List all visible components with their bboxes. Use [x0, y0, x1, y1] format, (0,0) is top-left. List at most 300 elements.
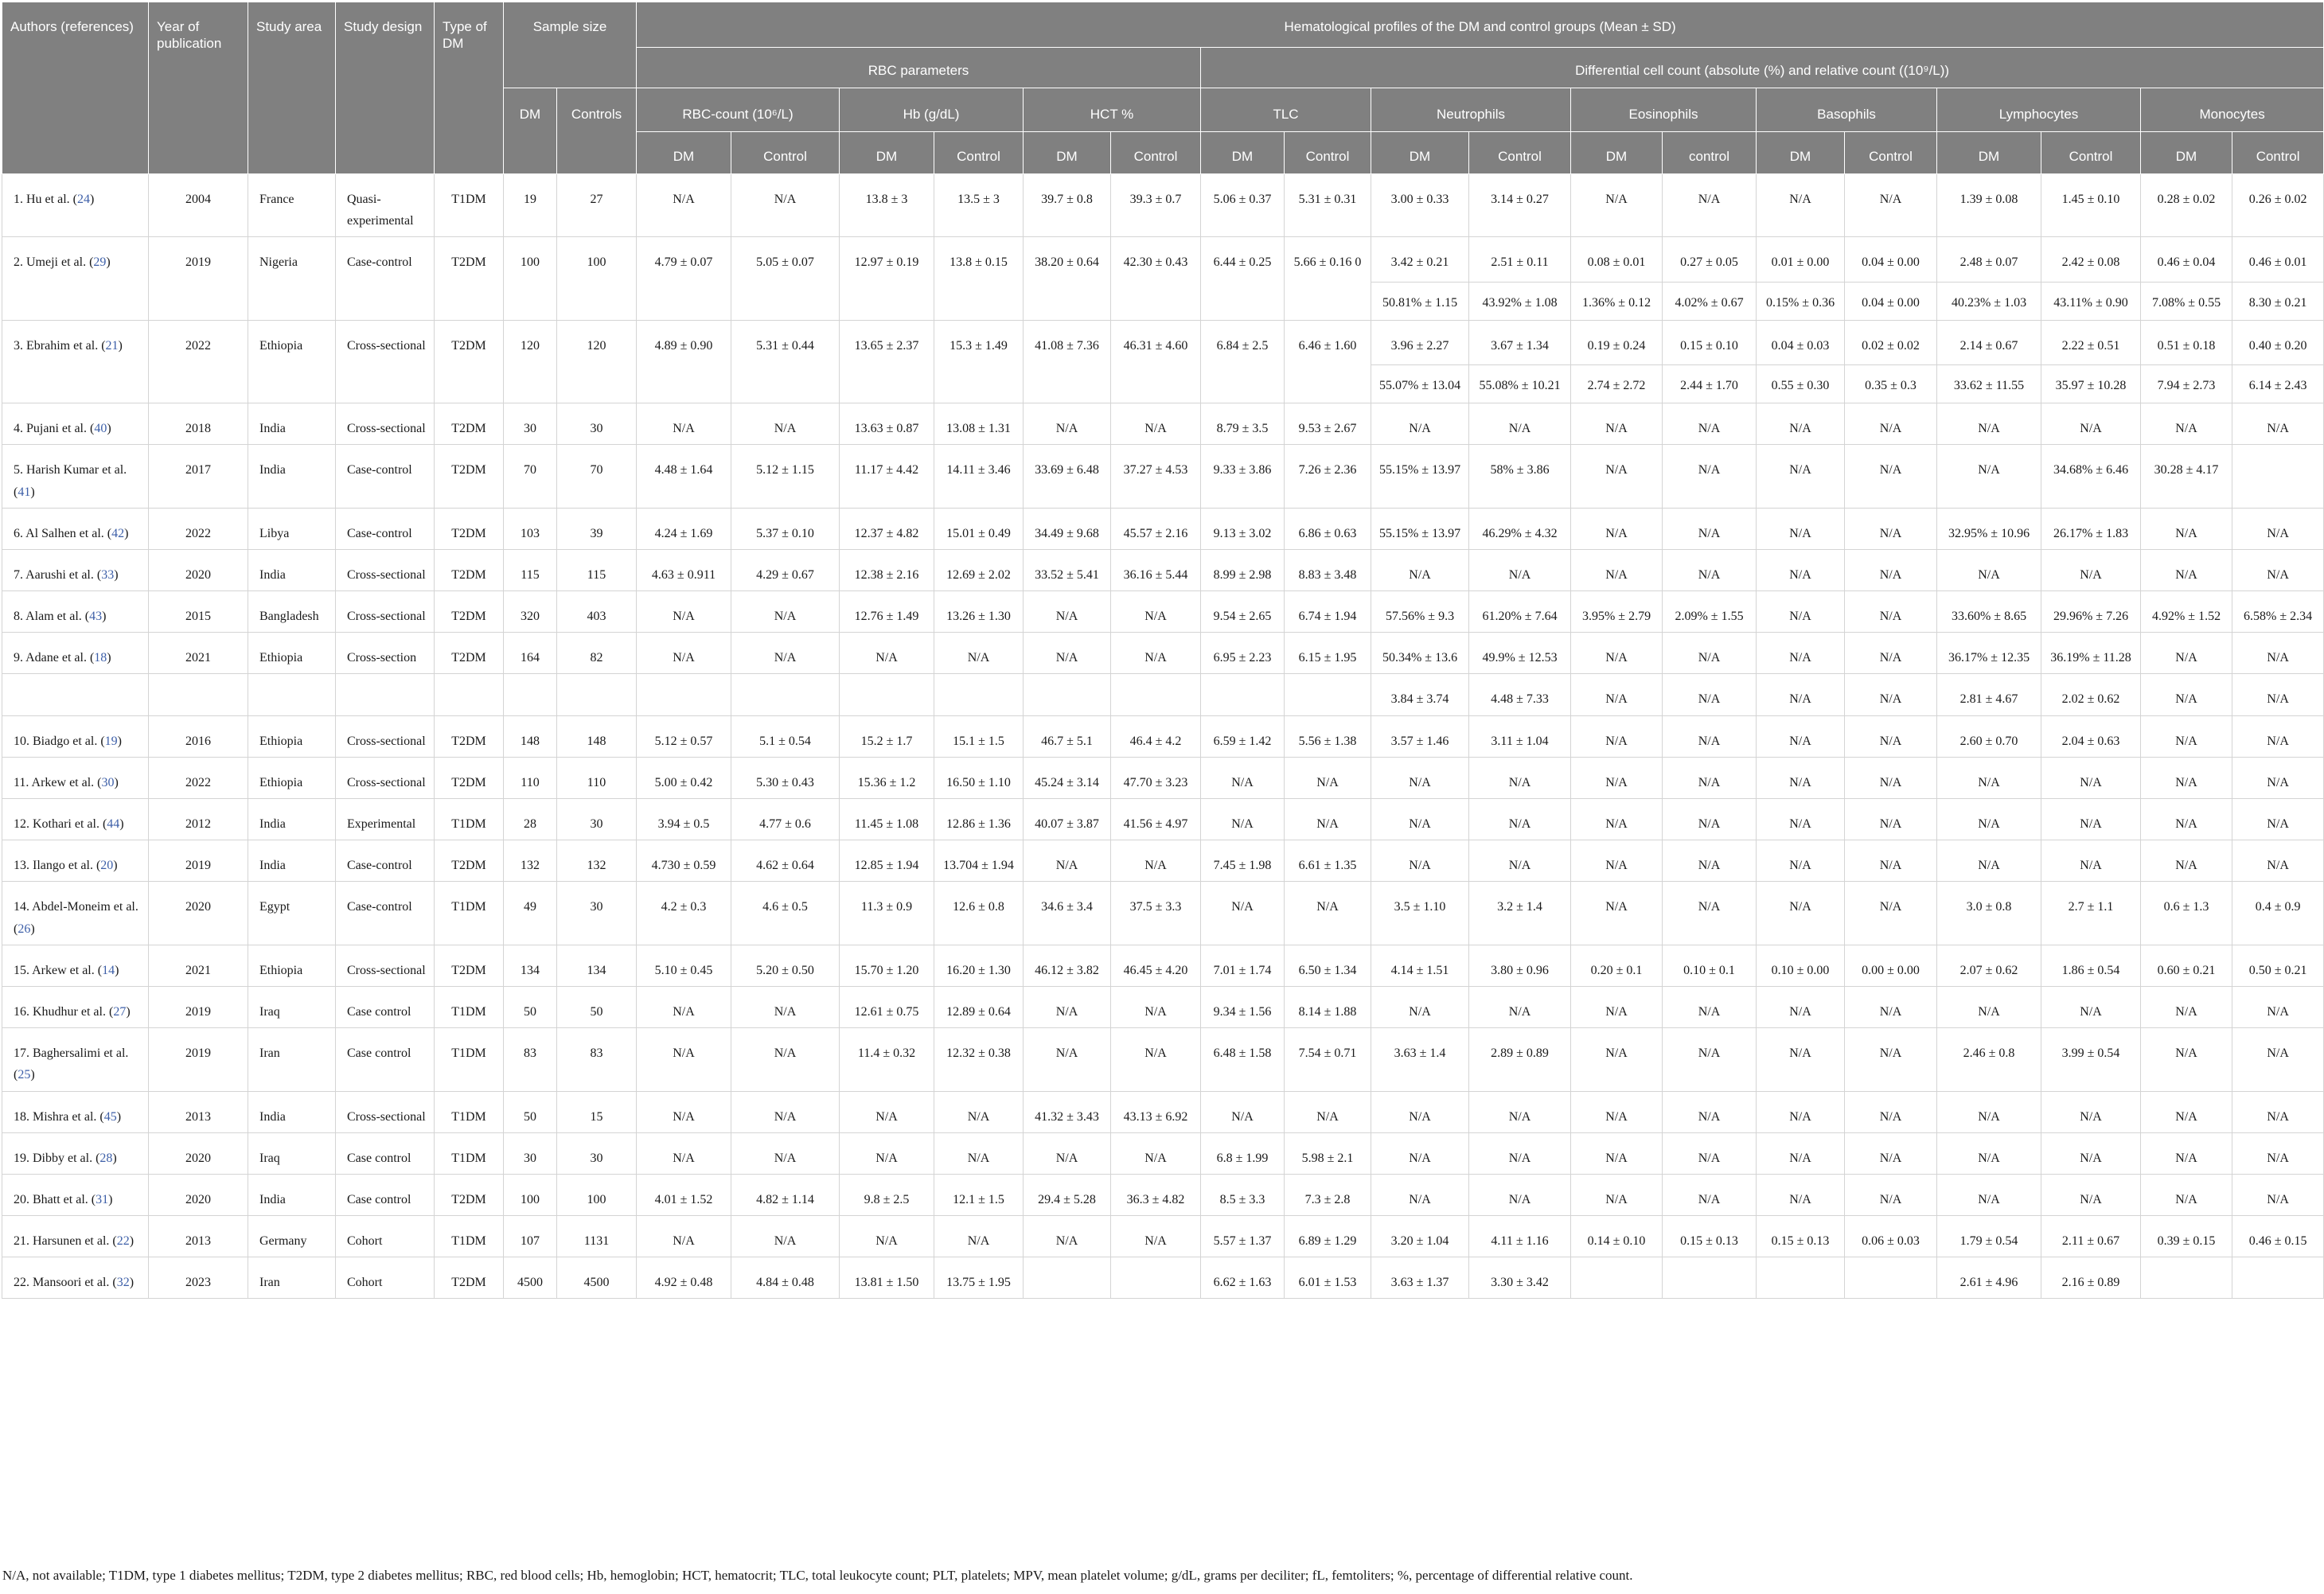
- author-name: 18. Mishra et al. (: [14, 1109, 104, 1124]
- cell-area: Libya: [248, 508, 336, 549]
- cell-value: 13.704 ± 1.94: [934, 840, 1024, 882]
- cell-value: N/A: [1024, 1028, 1111, 1091]
- col-subheader: DM: [1757, 132, 1845, 174]
- author-name: 19. Dibby et al. (: [14, 1151, 100, 1165]
- cell-year: 2021: [149, 633, 248, 674]
- author-name: 1. Hu et al. (: [14, 193, 77, 206]
- reference-close: ): [126, 1004, 131, 1019]
- cell-value: [1845, 320, 1937, 403]
- cell-value: N/A: [1571, 1028, 1663, 1091]
- cell-value: N/A: [1111, 403, 1201, 445]
- cell-type: T1DM: [435, 1028, 504, 1091]
- cell-value: 4.79 ± 0.07: [637, 237, 731, 320]
- cell-value: N/A: [1663, 840, 1757, 882]
- col-header-design: Study design: [336, 2, 435, 174]
- cell-value: [934, 674, 1024, 715]
- cell-value: N/A: [1111, 633, 1201, 674]
- col-subheader: Control: [2232, 132, 2324, 174]
- cell-value: N/A: [1663, 1028, 1757, 1091]
- cell-value: N/A: [1937, 840, 2041, 882]
- cell-value: N/A: [1757, 1174, 1845, 1215]
- cell-value: N/A: [1845, 1132, 1937, 1174]
- cell-value: N/A: [1571, 403, 1663, 445]
- cell-value: 4.11 ± 1.16: [1469, 1216, 1571, 1257]
- cell-value: 13.81 ± 1.50: [840, 1257, 934, 1299]
- cell-value: 2.89 ± 0.89: [1469, 1028, 1571, 1091]
- cell-value-line: 0.15% ± 0.36: [1757, 282, 1844, 320]
- col-header-year: Year of publication: [149, 2, 248, 174]
- cell-value: N/A: [1663, 1174, 1757, 1215]
- cell-year: 2019: [149, 1028, 248, 1091]
- reference-link[interactable]: 24: [76, 193, 90, 206]
- cell-value: N/A: [2232, 674, 2324, 715]
- cell-value: N/A: [1845, 508, 1937, 549]
- cell-value: 5.10 ± 0.45: [637, 945, 731, 986]
- cell-value: 41.56 ± 4.97: [1111, 799, 1201, 840]
- cell-value: N/A: [1571, 986, 1663, 1027]
- cell-value: 13.65 ± 2.37: [840, 320, 934, 403]
- reference-close: ): [30, 485, 35, 499]
- cell-value: 3.0 ± 0.8: [1937, 882, 2041, 945]
- cell-value: 6.15 ± 1.95: [1285, 633, 1371, 674]
- cell-value-line: 0.27 ± 0.05: [1680, 255, 1738, 270]
- reference-link[interactable]: 14: [102, 963, 115, 977]
- cell-author: [2, 986, 149, 1027]
- cell-value: [1024, 1257, 1111, 1299]
- cell-value: [2041, 320, 2141, 403]
- cell-value: N/A: [1845, 757, 1937, 798]
- cell-value: N/A: [2232, 986, 2324, 1027]
- cell-value: 2.02 ± 0.62: [2041, 674, 2141, 715]
- col-header-param: Monocytes: [2141, 88, 2324, 132]
- reference-link[interactable]: 18: [94, 651, 107, 665]
- table-row: [2, 986, 2324, 1027]
- cell-value: 46.29% ± 4.32: [1469, 508, 1571, 549]
- cell-value: 3.5 ± 1.10: [1371, 882, 1469, 945]
- cell-value: 4.24 ± 1.69: [637, 508, 731, 549]
- cell-value: N/A: [1663, 715, 1757, 757]
- cell-n-ctrl: 30: [557, 799, 637, 840]
- cell-value: [2232, 320, 2324, 403]
- cell-value: 8.99 ± 2.98: [1201, 549, 1285, 590]
- reference-link[interactable]: 27: [113, 1004, 127, 1019]
- cell-value: N/A: [1757, 633, 1845, 674]
- cell-value: 15.01 ± 0.49: [934, 508, 1024, 549]
- cell-value: N/A: [637, 174, 731, 237]
- cell-value: N/A: [1757, 1091, 1845, 1132]
- reference-close: ): [118, 338, 123, 353]
- cell-area: Bangladesh: [248, 591, 336, 633]
- cell-value: 8.79 ± 3.5: [1201, 403, 1285, 445]
- cell-area: Ethiopia: [248, 757, 336, 798]
- table-row: [2, 799, 2324, 840]
- table-row: [2, 674, 2324, 715]
- cell-value: N/A: [1111, 986, 1201, 1027]
- cell-value: N/A: [1371, 799, 1469, 840]
- cell-value: N/A: [1757, 403, 1845, 445]
- cell-n-ctrl: 4500: [557, 1257, 637, 1299]
- cell-value: 6.86 ± 0.63: [1285, 508, 1371, 549]
- cell-value: 46.45 ± 4.20: [1111, 945, 1201, 986]
- cell-value: N/A: [2232, 633, 2324, 674]
- cell-value: N/A: [1757, 549, 1845, 590]
- author-name: 16. Khudhur et al. (: [14, 1004, 114, 1019]
- cell-n-dm: 103: [504, 508, 557, 549]
- reference-close: ): [115, 963, 119, 977]
- reference-link[interactable]: 28: [99, 1151, 113, 1165]
- reference-close: ): [106, 255, 111, 270]
- cell-value: 15.70 ± 1.20: [840, 945, 934, 986]
- cell-author: [2, 633, 149, 674]
- cell-value: 6.8 ± 1.99: [1201, 1132, 1285, 1174]
- cell-value: N/A: [2041, 1174, 2141, 1215]
- cell-value: 14.11 ± 3.46: [934, 445, 1024, 508]
- cell-value: 5.57 ± 1.37: [1201, 1216, 1285, 1257]
- cell-value: 7.26 ± 2.36: [1285, 445, 1371, 508]
- cell-area: Iraq: [248, 986, 336, 1027]
- cell-value: [1845, 237, 1937, 320]
- cell-value: N/A: [731, 1091, 840, 1132]
- cell-value: 1.39 ± 0.08: [1937, 174, 2041, 237]
- cell-year: 2023: [149, 1257, 248, 1299]
- cell-value: [1663, 237, 1757, 320]
- reference-close: ): [114, 567, 119, 582]
- cell-value: N/A: [1757, 174, 1845, 237]
- cell-value: 0.14 ± 0.10: [1571, 1216, 1663, 1257]
- cell-design: Case control: [336, 1028, 435, 1091]
- cell-n-dm: 115: [504, 549, 557, 590]
- cell-value: 8.14 ± 1.88: [1285, 986, 1371, 1027]
- cell-value: 38.20 ± 0.64: [1024, 237, 1111, 320]
- cell-value: N/A: [1845, 1174, 1937, 1215]
- cell-value: 3.84 ± 3.74: [1371, 674, 1469, 715]
- cell-year: [149, 674, 248, 715]
- cell-value: 2.11 ± 0.67: [2041, 1216, 2141, 1257]
- cell-value: N/A: [1571, 840, 1663, 882]
- col-header-param: Hb (g/dL): [840, 88, 1024, 132]
- reference-close: ): [30, 922, 35, 936]
- cell-value: 0.06 ± 0.03: [1845, 1216, 1937, 1257]
- cell-value: 4.14 ± 1.51: [1371, 945, 1469, 986]
- cell-value: N/A: [1469, 1132, 1571, 1174]
- col-header-param: Eosinophils: [1571, 88, 1757, 132]
- cell-year: 2012: [149, 799, 248, 840]
- cell-value: N/A: [2141, 799, 2232, 840]
- cell-value-line: 0.04 ± 0.03: [1771, 338, 1830, 353]
- cell-author: [2, 799, 149, 840]
- cell-value: 36.16 ± 5.44: [1111, 549, 1201, 590]
- cell-author: [2, 1028, 149, 1091]
- reference-close: ): [116, 1109, 122, 1124]
- reference-link[interactable]: 45: [103, 1109, 117, 1124]
- cell-value: N/A: [1571, 757, 1663, 798]
- author-name: 9. Adane et al. (: [14, 651, 95, 665]
- cell-value-line: 0.40 ± 0.20: [2248, 338, 2307, 353]
- cell-value: 33.60% ± 8.65: [1937, 591, 2041, 633]
- cell-value: N/A: [1024, 403, 1111, 445]
- cell-value-line: 43.92% ± 1.08: [1469, 282, 1570, 320]
- cell-value: N/A: [1571, 445, 1663, 508]
- cell-value: 4.730 ± 0.59: [637, 840, 731, 882]
- table-row: [2, 1257, 2324, 1299]
- cell-value-line: 0.15 ± 0.10: [1680, 338, 1738, 353]
- cell-type: T1DM: [435, 1132, 504, 1174]
- reference-link[interactable]: 22: [116, 1234, 130, 1249]
- cell-value: N/A: [1469, 403, 1571, 445]
- cell-value-line: 33.62 ± 11.55: [1937, 364, 2041, 403]
- cell-year: 2013: [149, 1216, 248, 1257]
- cell-value: 26.17% ± 1.83: [2041, 508, 2141, 549]
- cell-value: 41.08 ± 7.36: [1024, 320, 1111, 403]
- cell-type: T1DM: [435, 799, 504, 840]
- table-row: [2, 1132, 2324, 1174]
- col-subheader: Control: [1845, 132, 1937, 174]
- cell-value: 9.34 ± 1.56: [1201, 986, 1285, 1027]
- cell-value: N/A: [1285, 1091, 1371, 1132]
- author-name: 13. Ilango et al. (: [14, 859, 101, 873]
- reference-link[interactable]: 19: [104, 734, 118, 748]
- cell-value: 3.63 ± 1.4: [1371, 1028, 1469, 1091]
- cell-value: N/A: [840, 1216, 934, 1257]
- col-header-sample-controls: Controls: [557, 88, 637, 174]
- cell-value: [2232, 445, 2324, 508]
- cell-type: T2DM: [435, 1174, 504, 1215]
- reference-link[interactable]: 30: [101, 775, 115, 789]
- col-header-param: HCT %: [1024, 88, 1201, 132]
- table-row: [2, 508, 2324, 549]
- cell-n-ctrl: 82: [557, 633, 637, 674]
- col-header-type: Type of DM: [435, 2, 504, 174]
- cell-value: 4.62 ± 0.64: [731, 840, 840, 882]
- cell-value-line: 6.14 ± 2.43: [2232, 364, 2323, 403]
- cell-year: 2020: [149, 1132, 248, 1174]
- reference-link[interactable]: 25: [18, 1068, 31, 1082]
- cell-design: Cross-sectional: [336, 403, 435, 445]
- cell-value: 1.79 ± 0.54: [1937, 1216, 2041, 1257]
- col-header-param: TLC: [1201, 88, 1371, 132]
- cell-n-dm: 28: [504, 799, 557, 840]
- col-header-diff-group: Differential cell count (absolute (%) and relative count ((10⁹/L)): [1201, 48, 2324, 88]
- cell-type: T2DM: [435, 840, 504, 882]
- cell-n-dm: [504, 674, 557, 715]
- col-subheader: DM: [2141, 132, 2232, 174]
- cell-value: 13.5 ± 3: [934, 174, 1024, 237]
- table-row: [2, 1028, 2324, 1091]
- cell-n-dm: 19: [504, 174, 557, 237]
- cell-value-line: 4.02% ± 0.67: [1663, 282, 1756, 320]
- author-name: 2. Umeji et al. (: [14, 255, 94, 270]
- reference-link[interactable]: 42: [111, 526, 125, 540]
- cell-value: N/A: [1663, 882, 1757, 945]
- cell-value: [1663, 320, 1757, 403]
- cell-value: 3.95% ± 2.79: [1571, 591, 1663, 633]
- cell-value-line: 3.67 ± 1.34: [1491, 338, 1549, 353]
- cell-value: [1757, 320, 1845, 403]
- cell-value: 3.20 ± 1.04: [1371, 1216, 1469, 1257]
- cell-type: T1DM: [435, 882, 504, 945]
- cell-value: N/A: [1757, 986, 1845, 1027]
- cell-value: N/A: [1663, 549, 1757, 590]
- cell-year: 2019: [149, 840, 248, 882]
- cell-value: 3.30 ± 3.42: [1469, 1257, 1571, 1299]
- cell-area: Egypt: [248, 882, 336, 945]
- reference-link[interactable]: 31: [96, 1192, 109, 1206]
- cell-value: 49.9% ± 12.53: [1469, 633, 1571, 674]
- cell-year: 2019: [149, 237, 248, 320]
- cell-value: 6.50 ± 1.34: [1285, 945, 1371, 986]
- cell-type: T2DM: [435, 237, 504, 320]
- reference-link[interactable]: 32: [116, 1276, 130, 1290]
- cell-value: [1571, 1257, 1663, 1299]
- cell-value: 2.46 ± 0.8: [1937, 1028, 2041, 1091]
- cell-value: N/A: [1845, 1028, 1937, 1091]
- cell-year: 2020: [149, 1174, 248, 1215]
- cell-value: N/A: [840, 1132, 934, 1174]
- author-name: 22. Mansoori et al. (: [14, 1276, 117, 1290]
- cell-value: 11.4 ± 0.32: [840, 1028, 934, 1091]
- reference-link[interactable]: 20: [100, 859, 114, 873]
- cell-value: 15.3 ± 1.49: [934, 320, 1024, 403]
- cell-value: 4.92% ± 1.52: [2141, 591, 2232, 633]
- cell-value-line: 3.42 ± 0.21: [1390, 255, 1449, 270]
- cell-n-ctrl: 120: [557, 320, 637, 403]
- cell-area: [248, 674, 336, 715]
- reference-link[interactable]: 44: [107, 817, 120, 831]
- cell-value: N/A: [1663, 403, 1757, 445]
- col-header-param: RBC-count (10⁶/L): [637, 88, 840, 132]
- cell-value: N/A: [637, 633, 731, 674]
- cell-value: 4.84 ± 0.48: [731, 1257, 840, 1299]
- cell-value: N/A: [2232, 1174, 2324, 1215]
- cell-value: N/A: [2232, 840, 2324, 882]
- cell-value: 9.33 ± 3.86: [1201, 445, 1285, 508]
- reference-link[interactable]: 33: [101, 567, 115, 582]
- cell-value: N/A: [840, 1091, 934, 1132]
- reference-close: ): [107, 651, 111, 665]
- cell-value: 2.7 ± 1.1: [2041, 882, 2141, 945]
- cell-value: N/A: [1663, 799, 1757, 840]
- cell-value: N/A: [731, 1028, 840, 1091]
- cell-value-line: 0.08 ± 0.01: [1587, 255, 1646, 270]
- cell-value: [1285, 674, 1371, 715]
- table-row: [2, 882, 2324, 945]
- table-row: [2, 237, 2324, 320]
- cell-value: N/A: [637, 1132, 731, 1174]
- reference-link[interactable]: 41: [18, 485, 31, 499]
- cell-value: N/A: [1111, 1132, 1201, 1174]
- cell-n-ctrl: 30: [557, 403, 637, 445]
- cell-n-ctrl: 100: [557, 237, 637, 320]
- cell-value: 46.12 ± 3.82: [1024, 945, 1111, 986]
- cell-value-line: 2.22 ± 0.51: [2061, 338, 2120, 353]
- col-header-param: Lymphocytes: [1937, 88, 2141, 132]
- cell-value: N/A: [1571, 882, 1663, 945]
- cell-n-ctrl: 30: [557, 882, 637, 945]
- cell-value: N/A: [2141, 508, 2232, 549]
- cell-type: T2DM: [435, 945, 504, 986]
- cell-value: 36.17% ± 12.35: [1937, 633, 2041, 674]
- cell-value: N/A: [1757, 882, 1845, 945]
- col-subheader: DM: [1024, 132, 1111, 174]
- cell-value: N/A: [1937, 799, 2041, 840]
- cell-value-line: 3.96 ± 2.27: [1390, 338, 1449, 353]
- cell-value: 13.63 ± 0.87: [840, 403, 934, 445]
- reference-link[interactable]: 26: [18, 922, 31, 936]
- cell-value: N/A: [1937, 1132, 2041, 1174]
- cell-n-ctrl: 1131: [557, 1216, 637, 1257]
- reference-link[interactable]: 21: [105, 338, 119, 353]
- cell-value: N/A: [2232, 403, 2324, 445]
- cell-value: 0.46 ± 0.15: [2232, 1216, 2324, 1257]
- cell-value: 12.6 ± 0.8: [934, 882, 1024, 945]
- reference-close: ): [107, 422, 111, 436]
- cell-value: 0.50 ± 0.21: [2232, 945, 2324, 986]
- cell-value-line: 7.08% ± 0.55: [2141, 282, 2232, 320]
- cell-value: 9.8 ± 2.5: [840, 1174, 934, 1215]
- cell-value: [1371, 320, 1469, 403]
- cell-author: [2, 840, 149, 882]
- cell-type: T2DM: [435, 320, 504, 403]
- cell-author: [2, 1257, 149, 1299]
- cell-design: Case-control: [336, 840, 435, 882]
- cell-n-ctrl: 70: [557, 445, 637, 508]
- reference-link[interactable]: 40: [94, 422, 107, 436]
- cell-value: N/A: [1845, 840, 1937, 882]
- cell-value: 6.48 ± 1.58: [1201, 1028, 1285, 1091]
- cell-value: 2.61 ± 4.96: [1937, 1257, 2041, 1299]
- cell-n-dm: 134: [504, 945, 557, 986]
- author-name: 4. Pujani et al. (: [14, 422, 95, 436]
- cell-value: N/A: [2232, 1091, 2324, 1132]
- cell-area: Iran: [248, 1257, 336, 1299]
- cell-value-line: 40.23% ± 1.03: [1937, 282, 2041, 320]
- cell-value: 11.17 ± 4.42: [840, 445, 934, 508]
- cell-value: N/A: [1371, 549, 1469, 590]
- cell-value: 15.1 ± 1.5: [934, 715, 1024, 757]
- reference-link[interactable]: 43: [89, 610, 103, 624]
- reference-link[interactable]: 29: [93, 255, 107, 270]
- cell-value: N/A: [1201, 1091, 1285, 1132]
- cell-value: 5.31 ± 0.44: [731, 320, 840, 403]
- cell-value: 7.3 ± 2.8: [1285, 1174, 1371, 1215]
- col-header-rbc-group: RBC parameters: [637, 48, 1201, 88]
- cell-type: T2DM: [435, 549, 504, 590]
- cell-value: N/A: [731, 174, 840, 237]
- cell-value: [1024, 674, 1111, 715]
- cell-value: N/A: [2141, 1028, 2232, 1091]
- cell-value: 16.50 ± 1.10: [934, 757, 1024, 798]
- reference-close: ): [114, 775, 119, 789]
- cell-n-dm: 320: [504, 591, 557, 633]
- cell-n-ctrl: 403: [557, 591, 637, 633]
- cell-value: 4.6 ± 0.5: [731, 882, 840, 945]
- cell-value-line: 55.07% ± 13.04: [1371, 364, 1468, 403]
- cell-author: [2, 1216, 149, 1257]
- cell-value: 3.00 ± 0.33: [1371, 174, 1469, 237]
- reference-close: ): [89, 193, 95, 206]
- cell-value: 30.28 ± 4.17: [2141, 445, 2232, 508]
- cell-design: Cross-section: [336, 633, 435, 674]
- cell-value-line: 2.51 ± 0.11: [1491, 255, 1549, 270]
- cell-value: [1757, 237, 1845, 320]
- cell-value: N/A: [1663, 986, 1757, 1027]
- cell-value: 46.7 ± 5.1: [1024, 715, 1111, 757]
- cell-type: T1DM: [435, 1216, 504, 1257]
- cell-value: N/A: [637, 1216, 731, 1257]
- cell-value: 5.12 ± 0.57: [637, 715, 731, 757]
- cell-value: 5.37 ± 0.10: [731, 508, 840, 549]
- cell-year: 2019: [149, 986, 248, 1027]
